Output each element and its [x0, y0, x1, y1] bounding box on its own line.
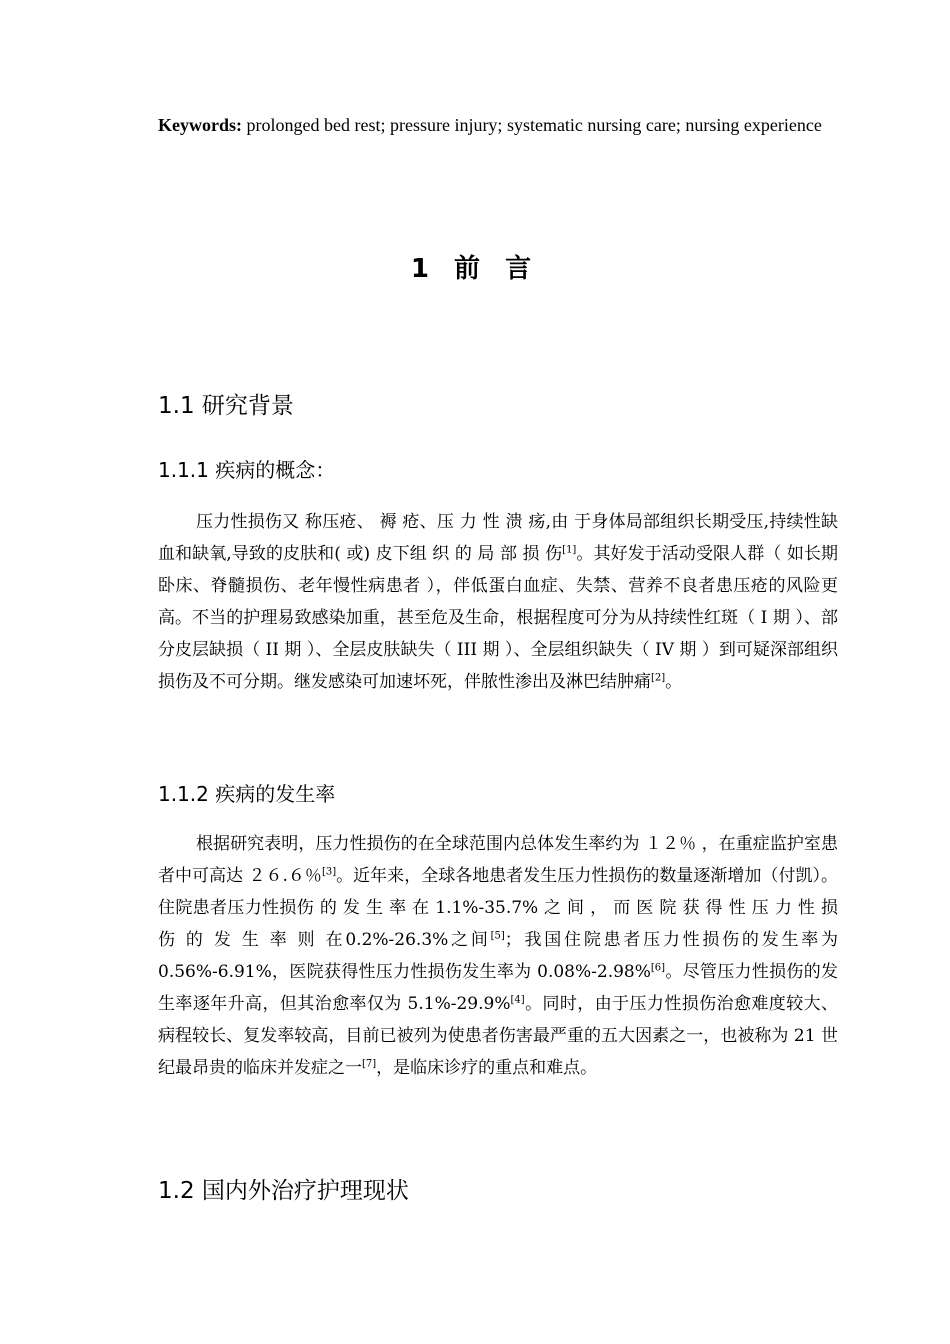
- citation-ref: [7]: [362, 1058, 377, 1070]
- citation-ref: [4]: [510, 994, 525, 1006]
- citation-ref: [2]: [651, 672, 666, 684]
- section-heading-1-1-1: 1.1.1 疾病的概念：: [158, 458, 336, 482]
- paragraph-incidence: [158, 828, 838, 1084]
- citation-ref: [5]: [490, 930, 505, 942]
- keywords-line: [158, 112, 837, 138]
- paragraph-text: ；我国住院患者压力性损伤的发生率为 0.56%-6.91%，医院获得性压力性损伤发生率为 0.08%-2.98%: [158, 930, 838, 982]
- paragraph-text: 。尽管压力性损伤的发生率逐年升高，但其治愈率仅为 5.1%-29.9%: [158, 962, 838, 1014]
- chapter-title: 1 前 言: [410, 254, 540, 284]
- section-heading-1-1: 1.1 研究背景: [158, 393, 294, 419]
- paragraph-text: 。同时，由于压力性损伤治愈难度较大、病程较长、复发率较高，目前已被列为使患者伤害最严重的五大因素之一，也被称为 21 世纪最昂贵的临床并发症之一: [158, 994, 839, 1078]
- paragraph-disease-concept: [158, 506, 838, 698]
- section-heading-1-1-2: 1.1.2 疾病的发生率: [158, 782, 336, 806]
- keywords-text: prolonged bed rest; pressure injury; systematic nursing care; nursing experience: [246, 115, 822, 135]
- paragraph-text: 根据研究表明，压力性损伤的在全球范围内总体发生率约为 １２％ ，在重症监护室患者中可高达 ２６.６％: [158, 834, 838, 886]
- paragraph-text: 。近年来，全球各地患者发生压力性损伤的数量逐渐增加（付凯）。住院患者压力性损伤 的 发 生 率 在 1.1%-35.7% 之 间 ， 而 医 院 获 得 性 压 力 性 损 伤 的 发 生 率 则 在0.2%-26.3%之间: [158, 866, 839, 950]
- paragraph-text: 。其好发于活动受限人群（ 如长期卧床、脊髓损伤、老年慢性病患者 ），伴低蛋白血症、失禁、营养不良者患压疮的风险更高。不当的护理易致感染加重，甚至危及生命，根据程度可分为从持续性红斑（ I 期 ）、部分皮层缺损（ II 期 ）、全层皮肤缺失（ III 期 ）、全层组织缺失（ IV 期 ）到可疑深部组织损伤及不可分期。继发感染可加速坏死，伴脓性渗出及淋巴结肿痛: [158, 544, 838, 692]
- citation-ref: [1]: [562, 544, 577, 556]
- paragraph-text: ，是临床诊疗的重点和难点。: [376, 1058, 598, 1078]
- section-heading-1-2: 1.2 国内外治疗护理现状: [158, 1178, 409, 1204]
- paragraph-text: 压力性损伤又 称压疮、 褥 疮、压 力 性 溃 疡,由 于身体局部组织长期受压,持续性缺血和缺氧,导致的皮肤和( 或) 皮下组 织 的 局 部 损 伤: [158, 512, 838, 564]
- paragraph-text: 。: [665, 672, 683, 692]
- citation-ref: [6]: [650, 962, 666, 974]
- citation-ref: [3]: [321, 866, 337, 878]
- keywords-label: Keywords:: [158, 115, 242, 135]
